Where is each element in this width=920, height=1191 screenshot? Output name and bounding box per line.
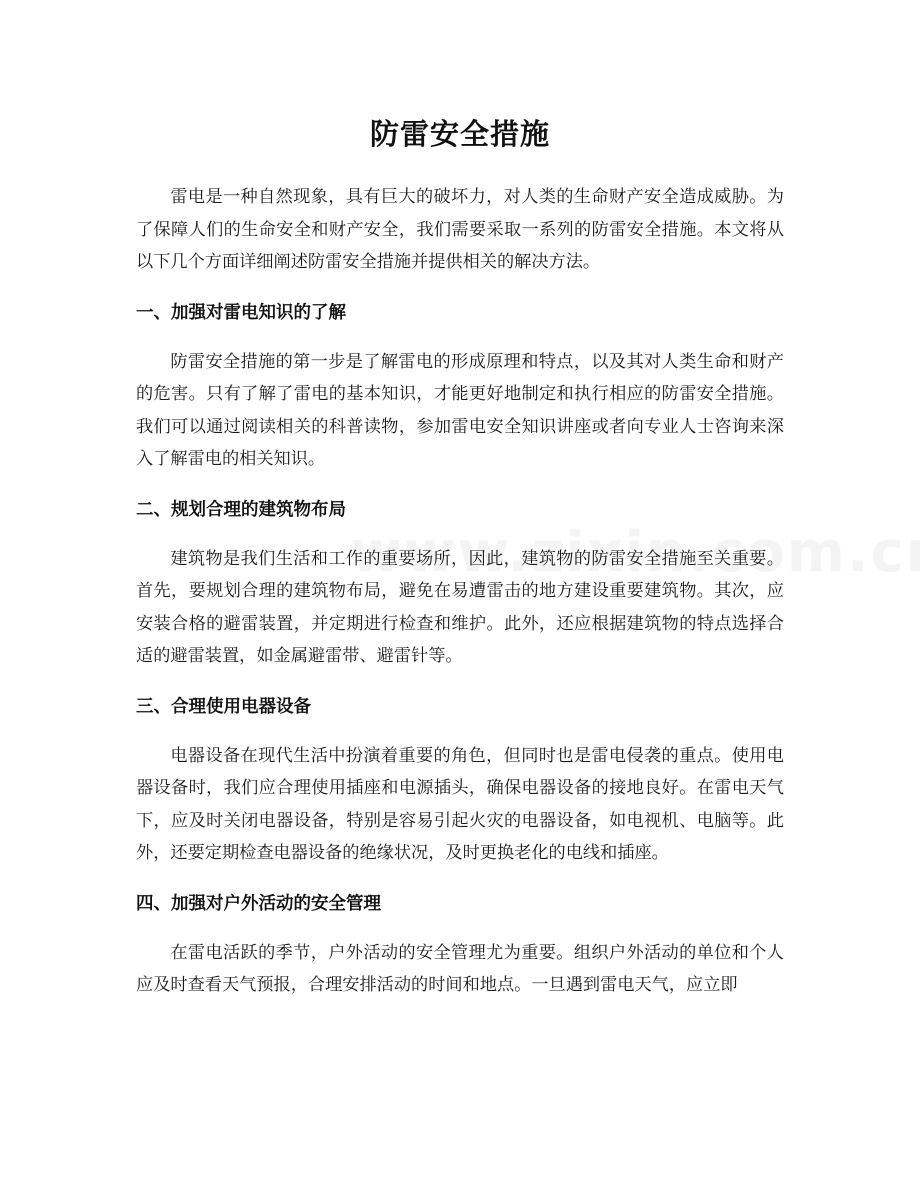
intro-paragraph: 雷电是一种自然现象，具有巨大的破坏力，对人类的生命财产安全造成威胁。为了保障人们的生命安全和财产安全，我们需要采取一系列的防雷安全措施。本文将从以下几个方面详细阐述防雷安全措施并提供相关的解决方法。 [136, 187, 784, 272]
section-4-heading: 四、加强对户外活动的安全管理 [136, 893, 381, 914]
document-title: 防雷安全措施 [369, 117, 550, 151]
section-2-body: 建筑物是我们生活和工作的重要场所，因此，建筑物的防雷安全措施至关重要。首先，要规划合理的建筑物布局，避免在易遭雷击的地方建设重要建筑物。其次，应安装合格的避雷装置，并定期进行检查和维护。此外，还应根据建筑物的特点选择合适的避雷装置，如金属避雷带、避雷针等。 [136, 548, 784, 666]
section-1-body: 防雷安全措施的第一步是了解雷电的形成原理和特点，以及其对人类生命和财产的危害。只有了解了雷电的基本知识，才能更好地制定和执行相应的防雷安全措施。我们可以通过阅读相关的科普读物，参加雷电安全知识讲座或者向专业人士咨询来深入了解雷电的相关知识。 [136, 351, 784, 469]
section-3-body: 电器设备在现代生活中扮演着重要的角色，但同时也是雷电侵袭的重点。使用电器设备时，我们应合理使用插座和电源插头，确保电器设备的接地良好。在雷电天气下，应及时关闭电器设备，特别是容易引起火灾的电器设备，如电视机、电脑等。此外，还要定期检查电器设备的绝缘状况，及时更换老化的电线和插座。 [136, 745, 784, 863]
section-2-heading: 二、规划合理的建筑物布局 [136, 499, 346, 520]
section-4-body: 在雷电活跃的季节，户外活动的安全管理尤为重要。组织户外活动的单位和个人应及时查看天气预报，合理安排活动的时间和地点。一旦遇到雷电天气，应立即 [136, 942, 784, 995]
section-1-heading: 一、加强对雷电知识的了解 [136, 302, 346, 323]
section-3-heading: 三、合理使用电器设备 [136, 696, 311, 717]
